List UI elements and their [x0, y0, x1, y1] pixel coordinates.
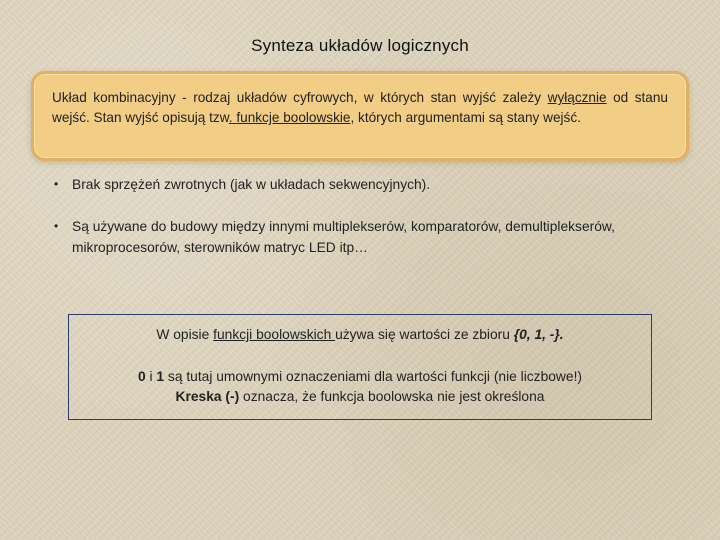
- bullet-marker: •: [54, 177, 59, 191]
- list-item: [50, 174, 690, 195]
- note-line-dash: [79, 387, 641, 407]
- slide-title: Synteza układów logicznych: [251, 36, 469, 55]
- note-line1-prefix: W opisie: [156, 327, 214, 342]
- note-line1-mid: używa się wartości ze zbioru: [335, 327, 514, 342]
- bullet-text: Są używane do budowy między innymi multiplekserów, komparatorów, demultiplekserów, mikroprocesorów, sterowników matryc LED itp…: [72, 219, 615, 255]
- note-line-symbols: [79, 367, 641, 387]
- definition-text-1: - rodzaj układów cyfrowych, w których stan wyjść zależy: [175, 90, 548, 105]
- definition-text-3: , których argumentami są stany wejść.: [350, 110, 581, 125]
- note-line3-rest: oznacza, że funkcja boolowska nie jest określona: [239, 389, 545, 404]
- boolean-functions-underlined: funkcje boolowskie: [236, 110, 351, 125]
- definition-box: [31, 71, 689, 161]
- definition-term: Układ kombinacyjny: [52, 90, 176, 105]
- bullet-text: Brak sprzężeń zwrotnych (jak w układach sekwencyjnych).: [72, 177, 431, 192]
- dash-symbol: Kreska (-): [175, 389, 240, 404]
- note-line2-rest: są tutaj umownymi oznaczeniami dla wartości funkcji (nie liczbowe!): [164, 369, 582, 384]
- exclusively-underlined: wyłącznie: [547, 90, 607, 105]
- definition-text-2: od stanu wejść. Stan wyjść opisują tzw: [52, 90, 668, 125]
- zero-symbol: 0: [137, 369, 146, 384]
- list-item: [50, 216, 690, 258]
- note-line-values: [79, 325, 641, 345]
- value-set: {0, 1, -}.: [513, 327, 564, 342]
- one-symbol: 1: [156, 369, 165, 384]
- bullet-list: [50, 174, 690, 258]
- boolean-functions-link: funkcji boolowskich: [213, 327, 336, 342]
- dot-underlined: .: [228, 110, 233, 125]
- bullet-marker: •: [54, 219, 59, 233]
- note-line2-mid: i: [145, 369, 157, 384]
- note-box: [68, 314, 652, 420]
